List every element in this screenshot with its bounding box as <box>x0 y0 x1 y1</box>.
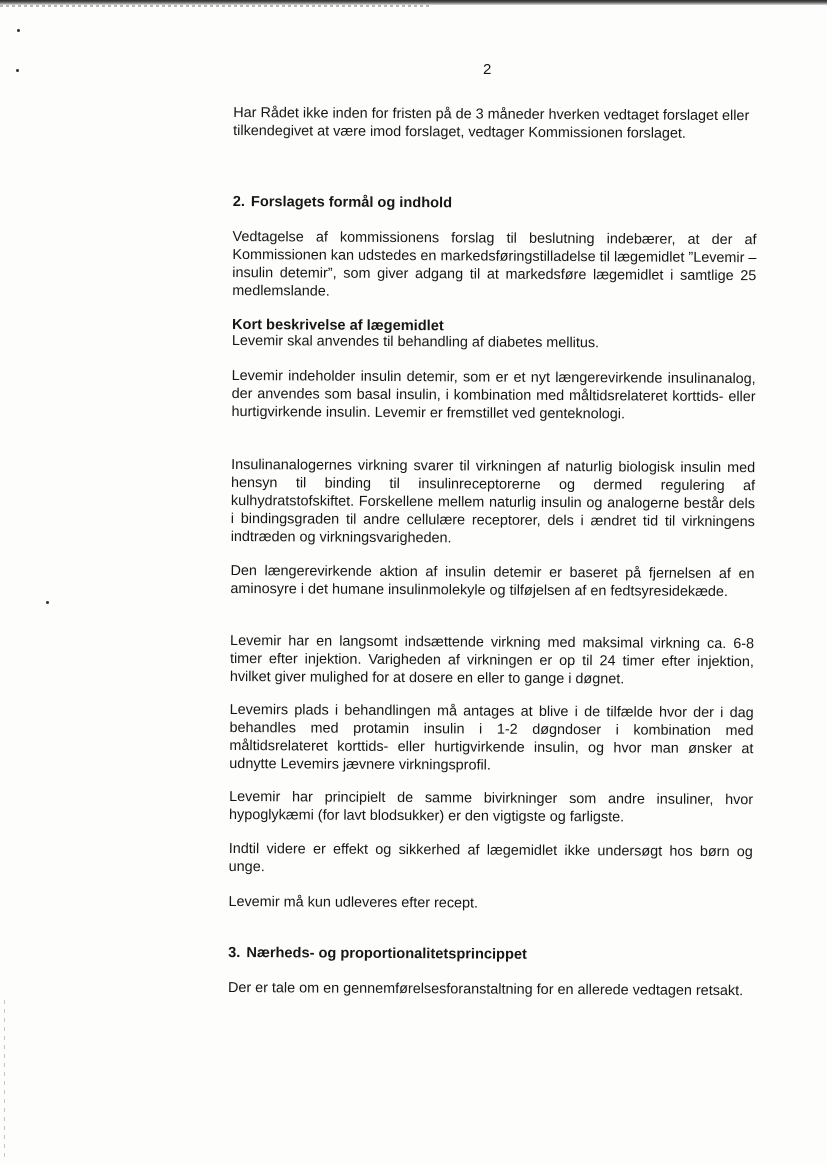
section-2-heading <box>233 193 452 212</box>
section-2-number: 2. <box>232 193 245 211</box>
section-2-paragraph: Vedtagelse af kommissionens forslag til beslutning indebærer, at der af Kommissionen kan udstedes en markedsføringstilladelse til lægemidlet ”Levemir – insulin detemir”, som giver adgang til at markedsføre lægemidlet i samtlige 25 medlemslande. <box>232 228 757 300</box>
paragraph-treatment-role: Levemirs plads i behandlingen må antages at blive i de tilfælde hvor der i dag behandles med protamin insulin i 1-2 døgndoser i kombination med måltidsrelateret korttids- eller hurtigvirkende insulin, og hvor man ønsker at udnytte Levemirs jævnere virkningsprofil. <box>229 701 754 774</box>
paragraph-detemir-action: Den længerevirkende aktion af insulin detemir er baseret på fjernelsen af en aminosyre i det humane insulinmolekyle og tilføjelsen af en fedtsyresidekæde. <box>230 562 755 601</box>
scan-speck <box>17 29 20 32</box>
paragraph-children: Indtil videre er effekt og sikkerhed af lægemidlet ikke undersøgt hos børn og unge. <box>228 840 753 876</box>
section-3-title: Nærheds- og proportionalitetsprincippet <box>246 945 527 963</box>
section-3-heading <box>228 944 527 964</box>
scan-speck <box>46 601 49 604</box>
paragraph-side-effects: Levemir har principielt de samme bivirkninger som andre insuliner, hvor hypoglykæmi (for lavt blodsukker) er den vigtigste og farligste. <box>228 788 754 826</box>
scan-left-edge <box>4 1000 5 1160</box>
intro-paragraph: Har Rådet ikke inden for fristen på de 3 måneder hverken vedtaget forslaget eller tilkendegivet at være imod forslaget, vedtager Kommissionen forslaget. <box>233 104 750 142</box>
paragraph-prescription: Levemir må kun udleveres efter recept. <box>228 893 479 912</box>
subsection-lead: Levemir skal anvendes til behandling af diabetes mellitus. <box>231 332 600 352</box>
section-3-paragraph: Der er tale om en gennemførelsesforanstaltning for en allerede vedtagen retsakt. <box>227 979 744 1000</box>
section-3-number: 3. <box>228 944 241 962</box>
scan-top-edge <box>0 0 827 5</box>
subsection-title: Kort beskrivelse af lægemidlet <box>231 316 444 335</box>
paragraph-levemir-content: Levemir indeholder insulin detemir, som er et nyt længerevirkende insulinanalog, der anvendes som basal insulin, i kombination med måltidsrelateret korttids- eller hurtigvirkende insulin. Levemir er fremstillet ved genteknologi. <box>231 367 756 423</box>
page-number: 2 <box>483 61 492 78</box>
scan-speck <box>16 69 19 72</box>
section-2-title: Forslagets formål og indhold <box>250 194 453 212</box>
paragraph-onset-duration: Levemir har en langsomt indsættende virkning med maksimal virkning ca. 6-8 timer efter injektion. Varigheden af virkningen er op til 24 timer efter injektion, hvilket giver mulighed for at dosere en eller to gange i døgnet. <box>229 632 755 688</box>
paragraph-insulin-analogues: Insulinanalogernes virkning svarer til virkningen af naturlig biologisk insulin med hensyn til binding til insulinreceptorerne og dermed regulering af kulhydratstofskiftet. Forskellene mellem naturlig insulin og analogerne består dels i bindingsgraden til andre cellulære receptorer, dels i ændret tid til virkningens indtræden og virkningsvarigheden. <box>230 456 756 547</box>
